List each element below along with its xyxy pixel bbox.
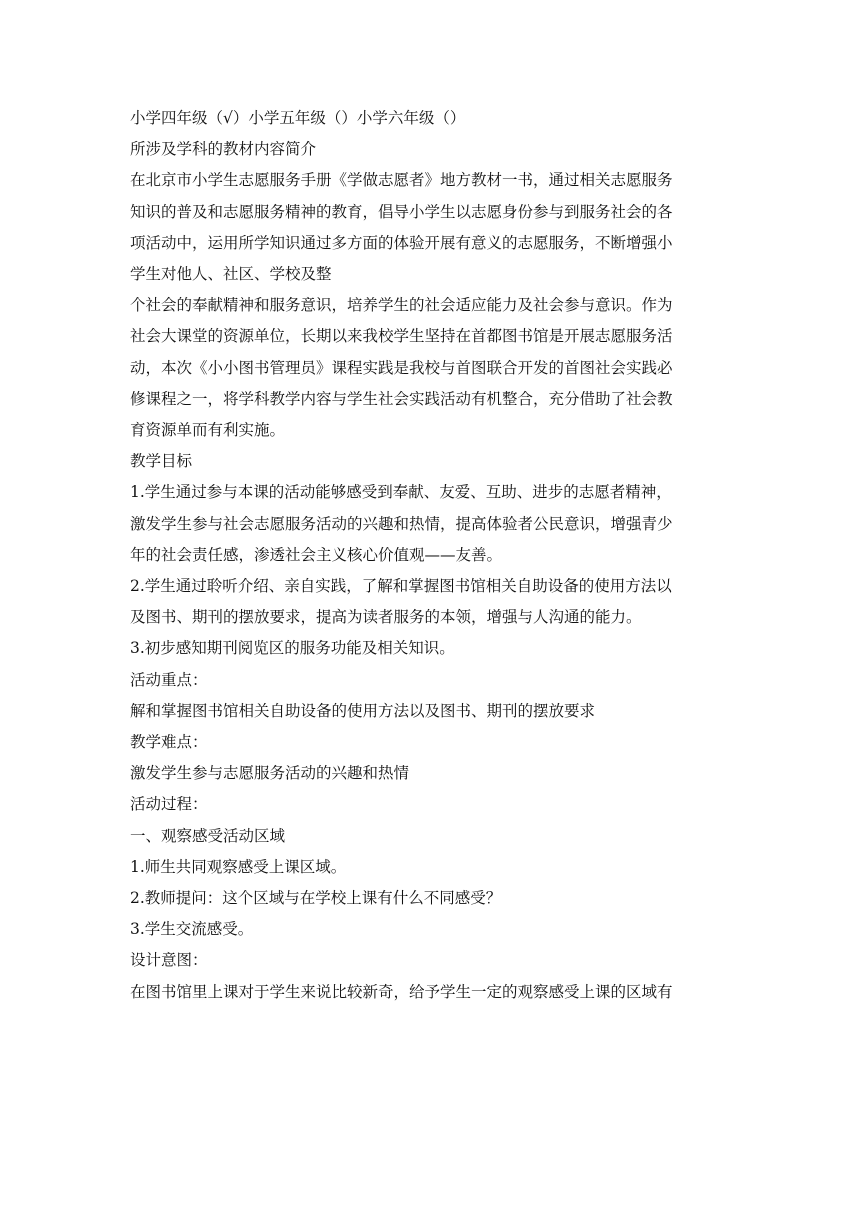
step-line: 2.教师提问：这个区域与在学校上课有什么不同感受？: [130, 889, 502, 908]
step-line: 1.师生共同观察感受上课区域。: [130, 857, 347, 876]
goal-line: 3.初步感知期刊阅览区的服务功能及相关知识。: [130, 639, 455, 658]
section-heading-textbook-intro: 所涉及学科的教材内容简介: [130, 140, 317, 159]
body-line: 修课程之一，将学科教学内容与学生社会实践活动有机整合，充分借助了社会教: [130, 389, 673, 408]
subsection-heading: 一、观察感受活动区域: [130, 826, 286, 845]
section-heading-activity-process: 活动过程：: [130, 795, 208, 814]
goal-line: 激发学生参与社会志愿服务活动的兴趣和热情，提高体验者公民意识，增强青少: [130, 514, 673, 533]
body-line: 项活动中，运用所学知识通过多方面的体验开展有意义的志愿服务，不断增强小: [130, 233, 673, 252]
section-heading-teaching-difficulty: 教学难点：: [130, 733, 208, 752]
step-line: 3.学生交流感受。: [130, 920, 254, 939]
goal-line: 1.学生通过参与本课的活动能够感受到奉献、友爱、互助、进步的志愿者精神，: [130, 483, 672, 502]
section-heading-activity-focus: 活动重点：: [130, 670, 208, 689]
body-line: 在图书馆里上课对于学生来说比较新奇，给予学生一定的观察感受上课的区域有: [130, 982, 673, 1001]
goal-line: 年的社会责任感，渗透社会主义核心价值观——友善。: [130, 545, 503, 564]
body-line: 个社会的奉献精神和服务意识，培养学生的社会适应能力及社会参与意识。作为: [130, 296, 673, 315]
goal-line: 及图书、期刊的摆放要求，提高为读者服务的本领，增强与人沟通的能力。: [130, 608, 642, 627]
goal-line: 2.学生通过聆听介绍、亲自实践，了解和掌握图书馆相关自助设备的使用方法以: [130, 577, 672, 596]
body-line: 动，本次《小小图书管理员》课程实践是我校与首图联合开发的首图社会实践必: [130, 358, 673, 377]
section-heading-teaching-goals: 教学目标: [130, 452, 193, 471]
document-body: [130, 103, 732, 1008]
body-line: 社会大课堂的资源单位，长期以来我校学生坚持在首都图书馆是开展志愿服务活: [130, 327, 673, 346]
section-heading-design-intent: 设计意图：: [130, 951, 208, 970]
body-line: 学生对他人、社区、学校及整: [130, 265, 332, 284]
body-line: 解和掌握图书馆相关自助设备的使用方法以及图书、期刊的摆放要求: [130, 701, 596, 720]
grade-selection-line: 小学四年级（√）小学五年级（）小学六年级（）: [130, 109, 466, 127]
body-line: 在北京市小学生志愿服务手册《学做志愿者》地方教材一书，通过相关志愿服务: [130, 171, 673, 190]
body-line: 知识的普及和志愿服务精神的教育，倡导小学生以志愿身份参与到服务社会的各: [130, 202, 673, 221]
body-line: 育资源单而有利实施。: [130, 421, 286, 440]
body-line: 激发学生参与志愿服务活动的兴趣和热情: [130, 764, 410, 783]
